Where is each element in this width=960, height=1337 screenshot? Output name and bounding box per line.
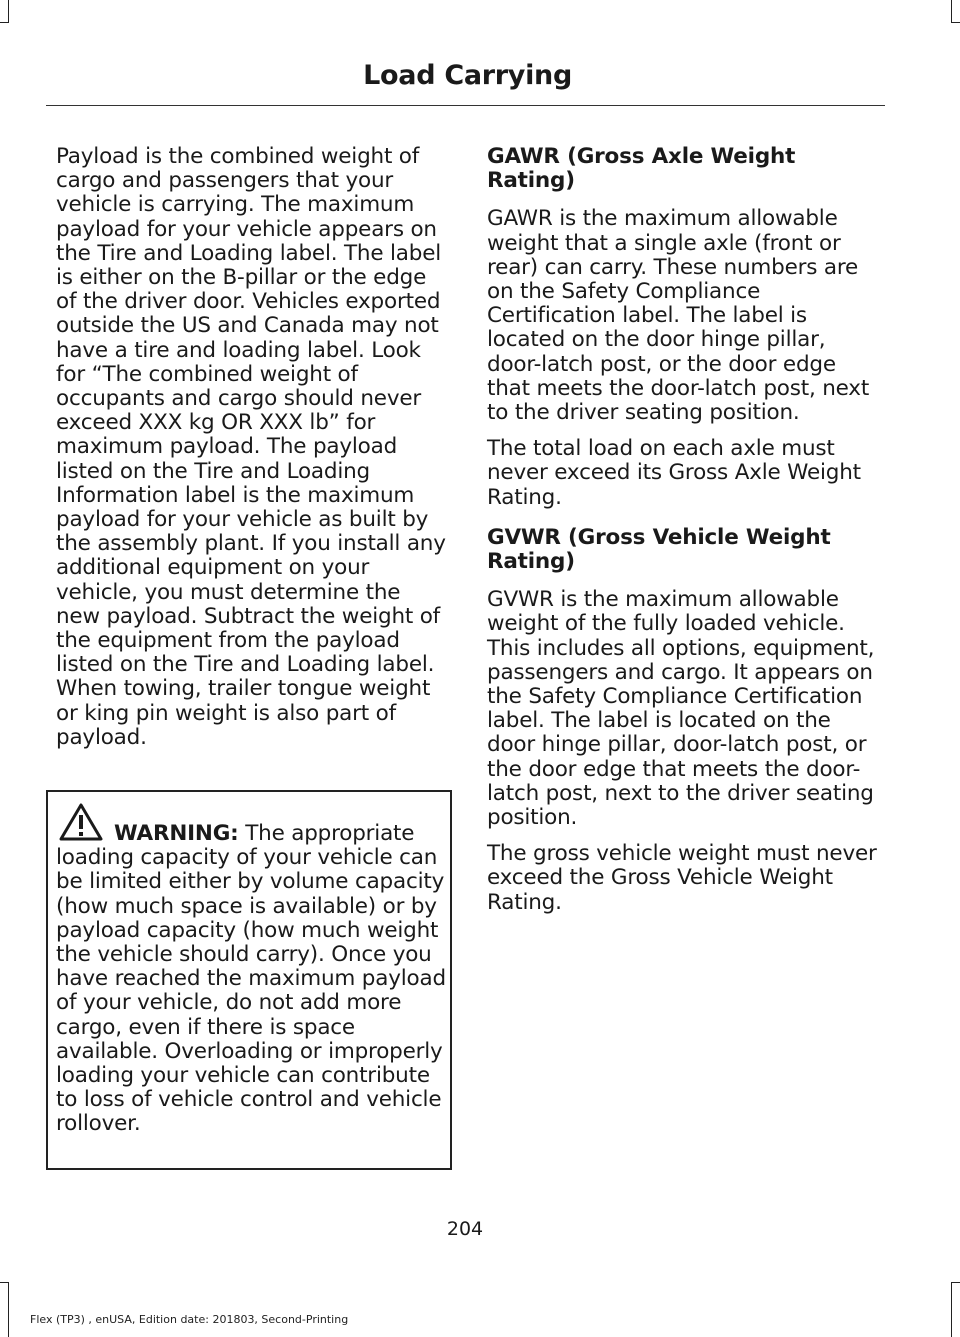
header-divider [46,105,885,106]
crop-mark [951,1282,952,1337]
crop-mark [951,22,960,23]
page-number: 204 [446,1218,484,1240]
gawr-paragraph-2: The total load on each axle must never exceed its Gross Axle Weight Rating. [487,436,861,510]
crop-mark [951,0,952,22]
gawr-paragraph-1: GAWR is the maximum allowable weight that a single axle (front or rear) can carry. These numbers are on the Safety Compliance Certification label. The label is located on the door hinge pillar, door-latch post, or the door edge that meets the door-latch post, next to the driver seating position. [487,206,870,426]
crop-mark [951,1282,960,1283]
gvwr-heading: GVWR (Gross Vehicle Weight Rating) [487,524,831,575]
warning-label: WARNING: [114,821,239,846]
footer-edition: Flex (TP3) , enUSA, Edition date: 201803, Second-Printing [30,1313,349,1326]
gawr-heading: GAWR (Gross Axle Weight Rating) [487,144,796,194]
warning-box [46,790,452,1170]
page-title: Load Carrying [363,60,572,91]
warning-body: The appropriate loading capacity of your vehicle can be limited either by volume capacity (how much space is available) or by payload capacity (how much weight the vehicle should carry). Once you have reached the maximum payload of your vehicle, do not add more cargo, even if there is space available. Overloading or improperly loading your vehicle can contribute to loss of vehicle control and vehicle rollover. [56,821,446,1137]
crop-mark [0,1282,9,1283]
crop-mark [8,1282,9,1337]
crop-mark [8,0,9,22]
right-column [487,145,882,927]
gvwr-paragraph-2: The gross vehicle weight must never exceed the Gross Vehicle Weight Rating. [487,841,877,915]
left-column [56,145,448,762]
warning-text [56,822,448,1137]
gvwr-paragraph-1: GVWR is the maximum allowable weight of the fully loaded vehicle. This includes all options, equipment, passengers and cargo. It appears on the Safety Compliance Certification label. The label is located on the door hinge pillar, door-latch post, or the door edge that meets the door-latch post, next to the driver seating position. [487,587,875,831]
payload-paragraph: Payload is the combined weight of cargo and passengers that your vehicle is carrying. The maximum payload for your vehicle appears on the Tire and Loading label. The label is either on the B-pillar or the edge of the driver door. Vehicles exported outside the US and Canada may not have a tire and loading label. Look for “The combined weight of occupants and cargo should never exceed XXX kg OR XXX lb” for maximum payload. The payload listed on the Tire and Loading Information label is the maximum payload for your vehicle as built by the assembly plant. If you install any additional equipment on your vehicle, you must determine the new payload. Subtract the weight of the equipment from the payload listed on the Tire and Loading label. When towing, trailer tongue weight or king pin weight is also part of payload. [56,144,446,750]
crop-mark [0,22,9,23]
